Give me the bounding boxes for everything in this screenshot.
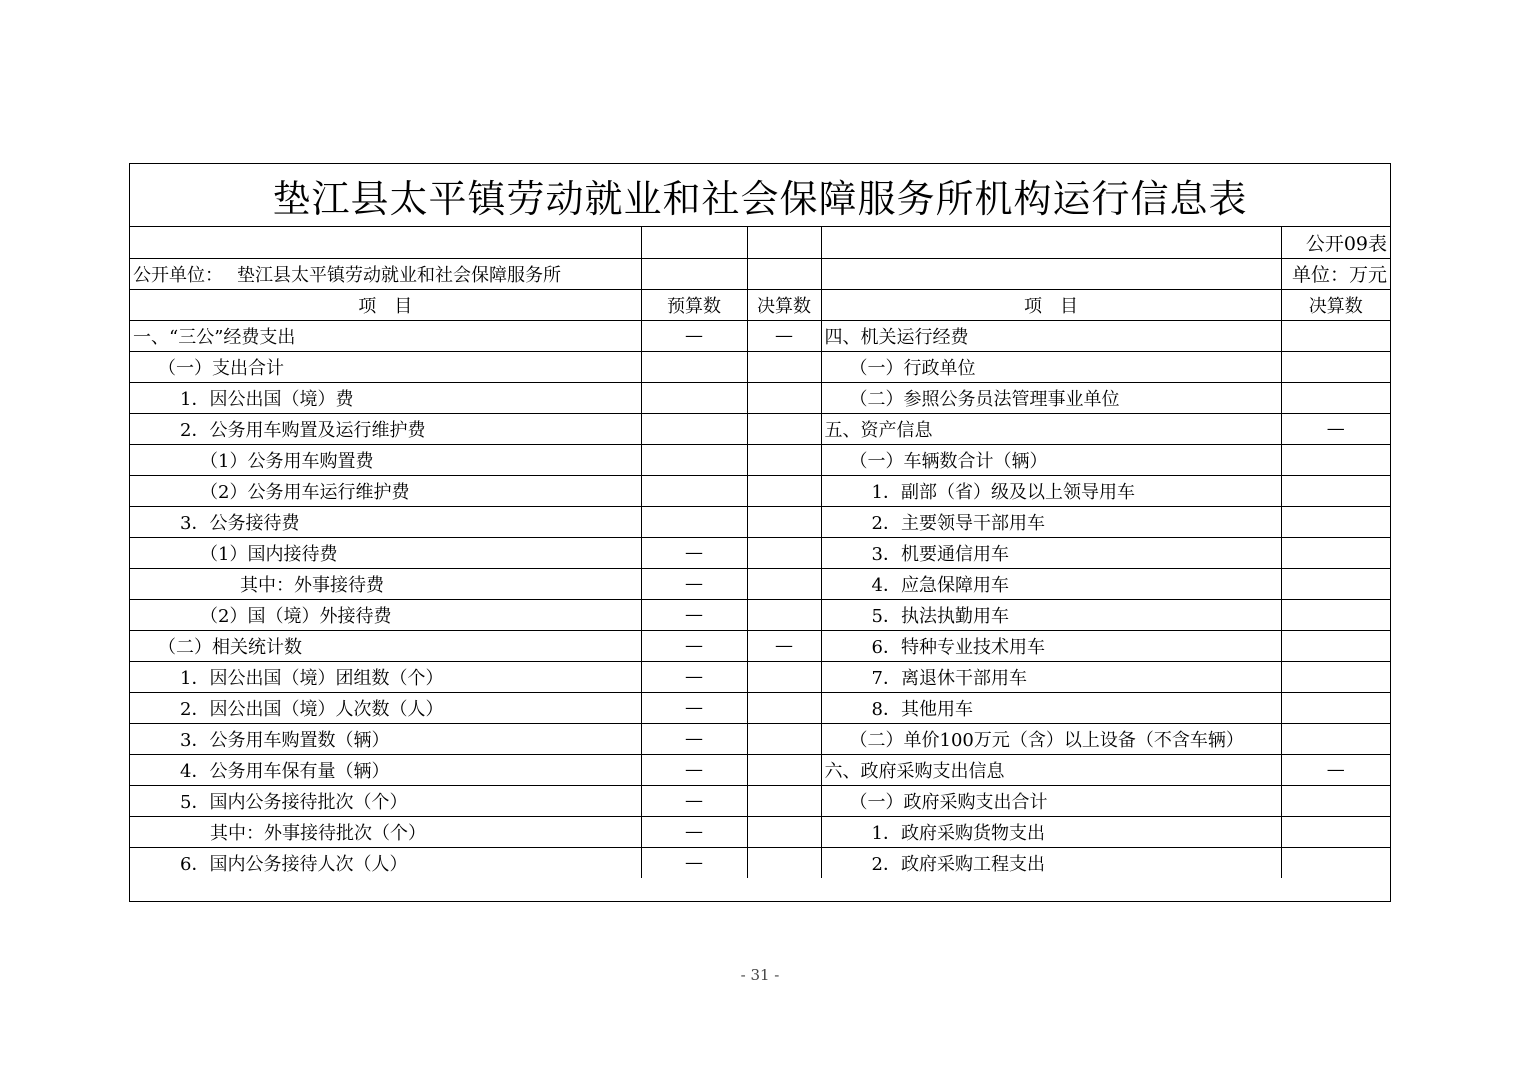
row-budget xyxy=(641,382,747,413)
info-table xyxy=(129,163,1391,902)
row-item-left: 1．因公出国（境）费 xyxy=(130,382,641,413)
blank-cell xyxy=(641,227,747,258)
row-final-right xyxy=(1281,506,1390,537)
row-final-left xyxy=(747,661,821,692)
row-final-right xyxy=(1281,475,1390,506)
row-final-left: — xyxy=(747,320,821,351)
table-row xyxy=(130,320,1390,351)
row-final-right xyxy=(1281,320,1390,351)
row-item-left: 1．因公出国（境）团组数（个） xyxy=(130,661,641,692)
row-item-right: （二）参照公务员法管理事业单位 xyxy=(821,382,1281,413)
row-final-left xyxy=(747,475,821,506)
row-item-left: 3．公务用车购置数（辆） xyxy=(130,723,641,754)
blank-row xyxy=(130,227,1390,258)
table-title: 垫江县太平镇劳动就业和社会保障服务所机构运行信息表 xyxy=(130,164,1390,227)
row-final-left xyxy=(747,382,821,413)
row-item-left: 其中：外事接待批次（个） xyxy=(130,816,641,847)
row-item-left: 2．公务用车购置及运行维护费 xyxy=(130,413,641,444)
row-final-left xyxy=(747,568,821,599)
row-final-left xyxy=(747,413,821,444)
row-final-right xyxy=(1281,816,1390,847)
table-row xyxy=(130,754,1390,785)
row-budget: — xyxy=(641,816,747,847)
table-row xyxy=(130,847,1390,878)
table-row xyxy=(130,568,1390,599)
row-item-left: 4．公务用车保有量（辆） xyxy=(130,754,641,785)
row-final-left xyxy=(747,506,821,537)
row-final-left xyxy=(747,723,821,754)
row-item-right: 8．其他用车 xyxy=(821,692,1281,723)
header-budget: 预算数 xyxy=(641,289,747,320)
row-budget xyxy=(641,444,747,475)
row-budget xyxy=(641,506,747,537)
row-final-left xyxy=(747,785,821,816)
page-number: - 31 - xyxy=(740,966,780,984)
row-item-right: 1．政府采购货物支出 xyxy=(821,816,1281,847)
table-row xyxy=(130,816,1390,847)
blank-cell xyxy=(747,258,821,289)
row-final-left xyxy=(747,847,821,878)
row-item-right: 5．执法执勤用车 xyxy=(821,599,1281,630)
data-table xyxy=(130,227,1390,878)
row-final-right: — xyxy=(1281,754,1390,785)
table-row xyxy=(130,413,1390,444)
row-final-left xyxy=(747,816,821,847)
row-item-left: （2）国（境）外接待费 xyxy=(130,599,641,630)
table-row xyxy=(130,692,1390,723)
blank-cell xyxy=(821,258,1281,289)
row-item-left: （2）公务用车运行维护费 xyxy=(130,475,641,506)
row-final-right xyxy=(1281,351,1390,382)
row-budget xyxy=(641,475,747,506)
row-final-right xyxy=(1281,630,1390,661)
row-budget: — xyxy=(641,568,747,599)
row-item-left: 2．因公出国（境）人次数（人） xyxy=(130,692,641,723)
header-item-right: 项 目 xyxy=(821,289,1281,320)
row-item-right: 1．副部（省）级及以上领导用车 xyxy=(821,475,1281,506)
row-final-left xyxy=(747,444,821,475)
row-budget: — xyxy=(641,630,747,661)
blank-cell xyxy=(130,227,641,258)
row-item-left: 其中：外事接待费 xyxy=(130,568,641,599)
row-budget: — xyxy=(641,661,747,692)
form-code: 公开09表 xyxy=(1281,227,1390,258)
unit-row xyxy=(130,258,1390,289)
row-final-right: — xyxy=(1281,413,1390,444)
table-row xyxy=(130,723,1390,754)
blank-cell xyxy=(821,227,1281,258)
header-final-right: 决算数 xyxy=(1281,289,1390,320)
row-final-left: — xyxy=(747,630,821,661)
row-final-right xyxy=(1281,692,1390,723)
table-row xyxy=(130,537,1390,568)
row-final-right xyxy=(1281,537,1390,568)
row-final-right xyxy=(1281,723,1390,754)
table-row xyxy=(130,599,1390,630)
header-final-left: 决算数 xyxy=(747,289,821,320)
row-item-right: （二）单价100万元（含）以上设备（不含车辆） xyxy=(821,723,1281,754)
row-budget xyxy=(641,413,747,444)
row-budget: — xyxy=(641,847,747,878)
row-final-right xyxy=(1281,599,1390,630)
row-item-right: 六、政府采购支出信息 xyxy=(821,754,1281,785)
row-final-left xyxy=(747,351,821,382)
row-budget: — xyxy=(641,320,747,351)
table-row xyxy=(130,382,1390,413)
unit-name: 垫江县太平镇劳动就业和社会保障服务所 xyxy=(237,264,561,286)
row-budget: — xyxy=(641,537,747,568)
row-final-left xyxy=(747,537,821,568)
row-budget xyxy=(641,351,747,382)
row-item-right: 2．政府采购工程支出 xyxy=(821,847,1281,878)
header-item-left: 项 目 xyxy=(130,289,641,320)
row-item-right: 四、机关运行经费 xyxy=(821,320,1281,351)
unit-label: 公开单位： xyxy=(133,264,223,286)
row-final-left xyxy=(747,692,821,723)
table-row xyxy=(130,444,1390,475)
row-item-left: （1）公务用车购置费 xyxy=(130,444,641,475)
row-item-right: （一）车辆数合计（辆） xyxy=(821,444,1281,475)
row-item-right: （一）行政单位 xyxy=(821,351,1281,382)
row-item-left: 3．公务接待费 xyxy=(130,506,641,537)
row-final-right xyxy=(1281,568,1390,599)
row-item-right: 2．主要领导干部用车 xyxy=(821,506,1281,537)
row-budget: — xyxy=(641,723,747,754)
row-budget: — xyxy=(641,599,747,630)
row-item-left: 一、“三公”经费支出 xyxy=(130,320,641,351)
row-item-left: （1）国内接待费 xyxy=(130,537,641,568)
row-final-right xyxy=(1281,785,1390,816)
row-final-right xyxy=(1281,661,1390,692)
row-final-right xyxy=(1281,847,1390,878)
row-item-right: （一）政府采购支出合计 xyxy=(821,785,1281,816)
unit-cell xyxy=(130,258,641,289)
row-final-right xyxy=(1281,444,1390,475)
row-final-right xyxy=(1281,382,1390,413)
row-budget: — xyxy=(641,785,747,816)
table-row xyxy=(130,351,1390,382)
row-final-left xyxy=(747,754,821,785)
row-budget: — xyxy=(641,754,747,785)
header-row xyxy=(130,289,1390,320)
row-item-left: （一）支出合计 xyxy=(130,351,641,382)
row-item-left: 6．国内公务接待人次（人） xyxy=(130,847,641,878)
row-budget: — xyxy=(641,692,747,723)
currency-unit: 单位：万元 xyxy=(1281,258,1390,289)
row-item-right: 7．离退休干部用车 xyxy=(821,661,1281,692)
table-row xyxy=(130,506,1390,537)
row-item-left: 5．国内公务接待批次（个） xyxy=(130,785,641,816)
blank-cell xyxy=(747,227,821,258)
table-row xyxy=(130,661,1390,692)
table-row xyxy=(130,785,1390,816)
row-item-right: 4．应急保障用车 xyxy=(821,568,1281,599)
table-row xyxy=(130,630,1390,661)
row-item-right: 6．特种专业技术用车 xyxy=(821,630,1281,661)
row-item-right: 3．机要通信用车 xyxy=(821,537,1281,568)
row-item-right: 五、资产信息 xyxy=(821,413,1281,444)
table-row xyxy=(130,475,1390,506)
row-item-left: （二）相关统计数 xyxy=(130,630,641,661)
row-final-left xyxy=(747,599,821,630)
blank-cell xyxy=(641,258,747,289)
